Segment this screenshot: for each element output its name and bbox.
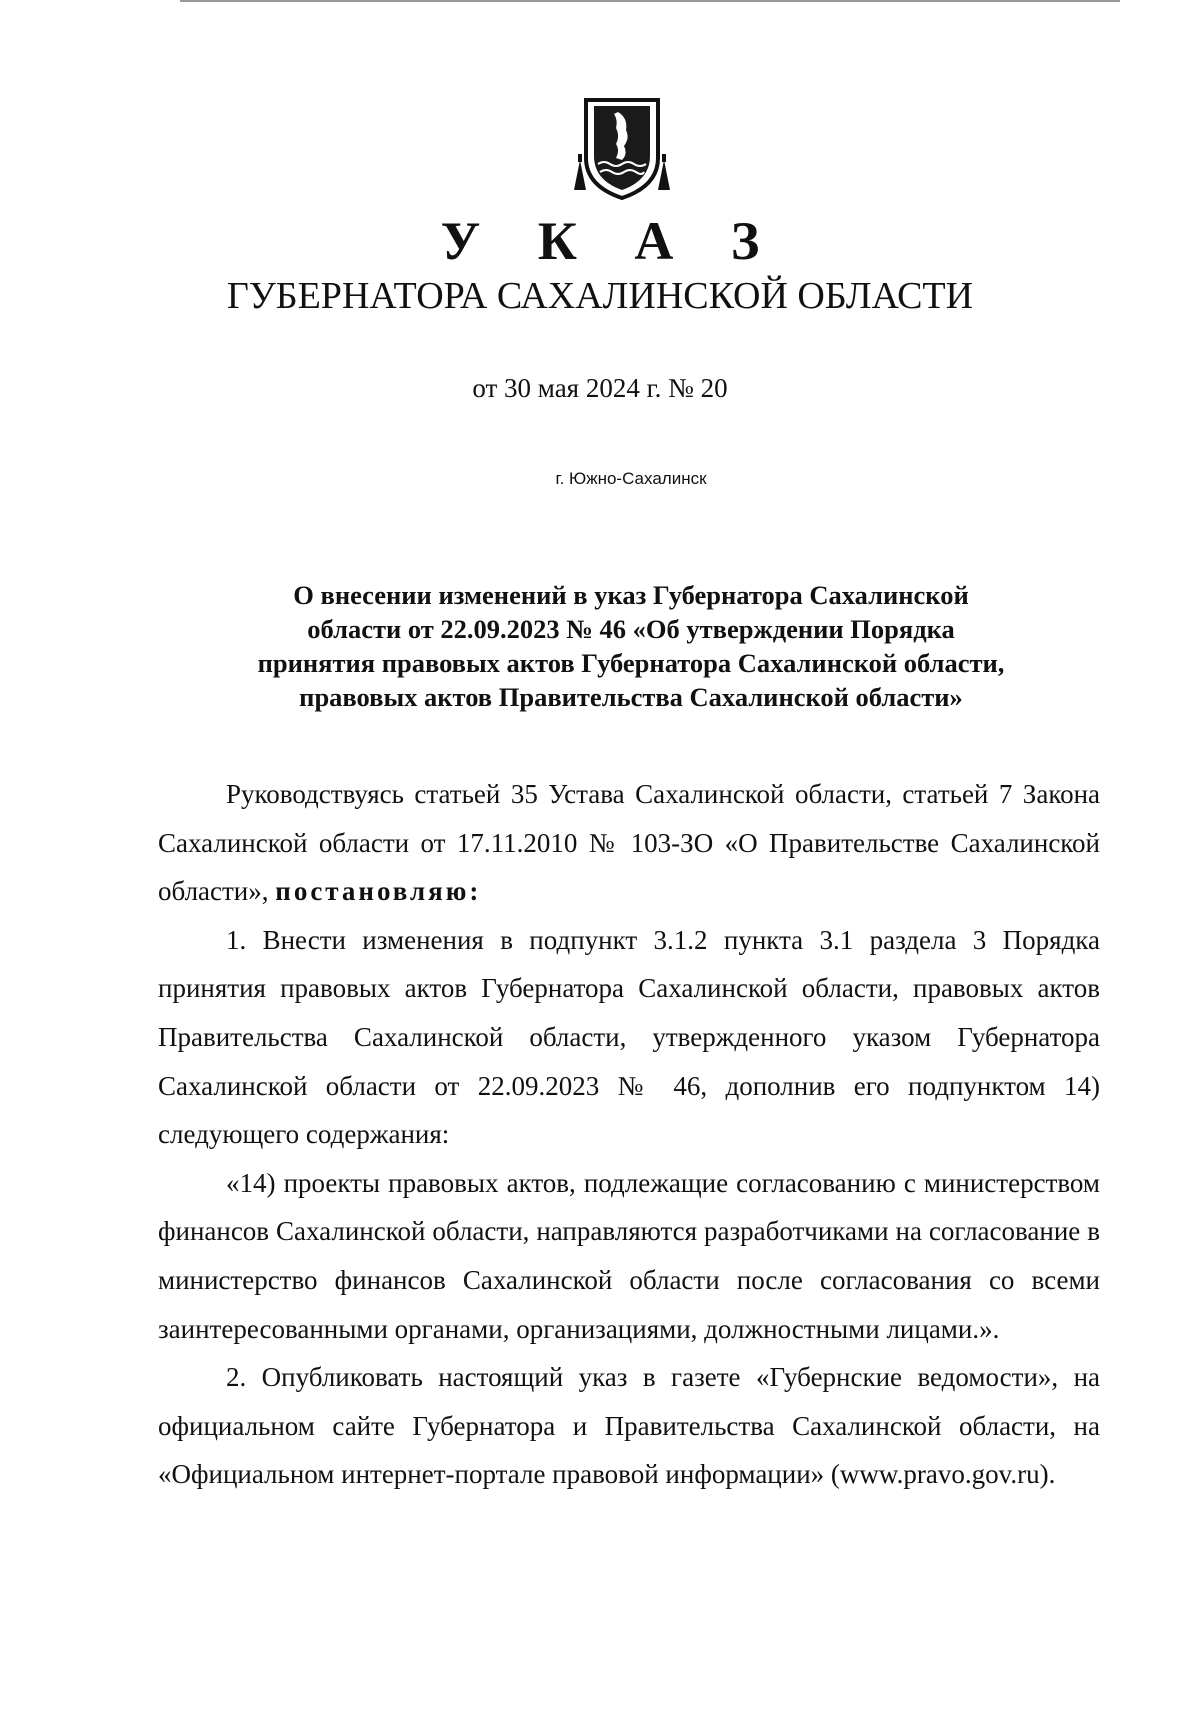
document-title-line: области от 22.09.2023 № 46 «Об утверждении Порядка: [307, 614, 955, 644]
scan-top-edge: [180, 0, 1120, 2]
document-body: [158, 770, 1100, 1499]
document-title-line: принятия правовых актов Губернатора Сахалинской области,: [257, 648, 1005, 678]
document-title-line: правовых актов Правительства Сахалинской области»: [299, 682, 963, 712]
sakhalin-coat-of-arms-icon: [572, 98, 672, 202]
document-type-heading: У К А З: [440, 211, 782, 271]
issuing-authority: ГУБЕРНАТОРА САХАЛИНСКОЙ ОБЛАСТИ: [226, 275, 974, 317]
body-paragraph: 2. Опубликовать настоящий указ в газете «Губернские ведомости», на официальном сайте Губернатора и Правительства Сахалинской области, на «Официальном интернет-портале правовой информации» (www.pravo.gov.ru).: [158, 1362, 1100, 1490]
document-city: г. Южно-Сахалинск: [555, 469, 707, 488]
document-title-line: О внесении изменений в указ Губернатора Сахалинской: [293, 580, 969, 610]
preamble-text: Руководствуясь статьей 35 Устава Сахалинской области, статьей 7 Закона Сахалинской области от 17.11.2010 № 103-ЗО «О Правительстве Сахалинской области»,: [158, 779, 1100, 907]
body-paragraph: 1. Внести изменения в подпункт 3.1.2 пункта 3.1 раздела 3 Порядка принятия правовых актов Губернатора Сахалинской области, правовых актов Правительства Сахалинской области, утвержденного указом Губернатора Сахалинской области от 22.09.2023 № 46, дополнив его подпунктом 14) следующего содержания:: [158, 924, 1100, 1150]
decree-word: постановляю:: [275, 876, 482, 907]
document-title: [220, 578, 1042, 714]
preamble-paragraph: [158, 770, 1100, 916]
body-paragraph: «14) проекты правовых актов, подлежащие согласованию с министерством финансов Сахалинской области, направляются разработчиками на согласование в министерство финансов Сахалинской области после согласования со всеми заинтересованными органами, организациями, должностными лицами.».: [158, 1167, 1100, 1344]
document-date-number: от 30 мая 2024 г. № 20: [472, 373, 728, 403]
